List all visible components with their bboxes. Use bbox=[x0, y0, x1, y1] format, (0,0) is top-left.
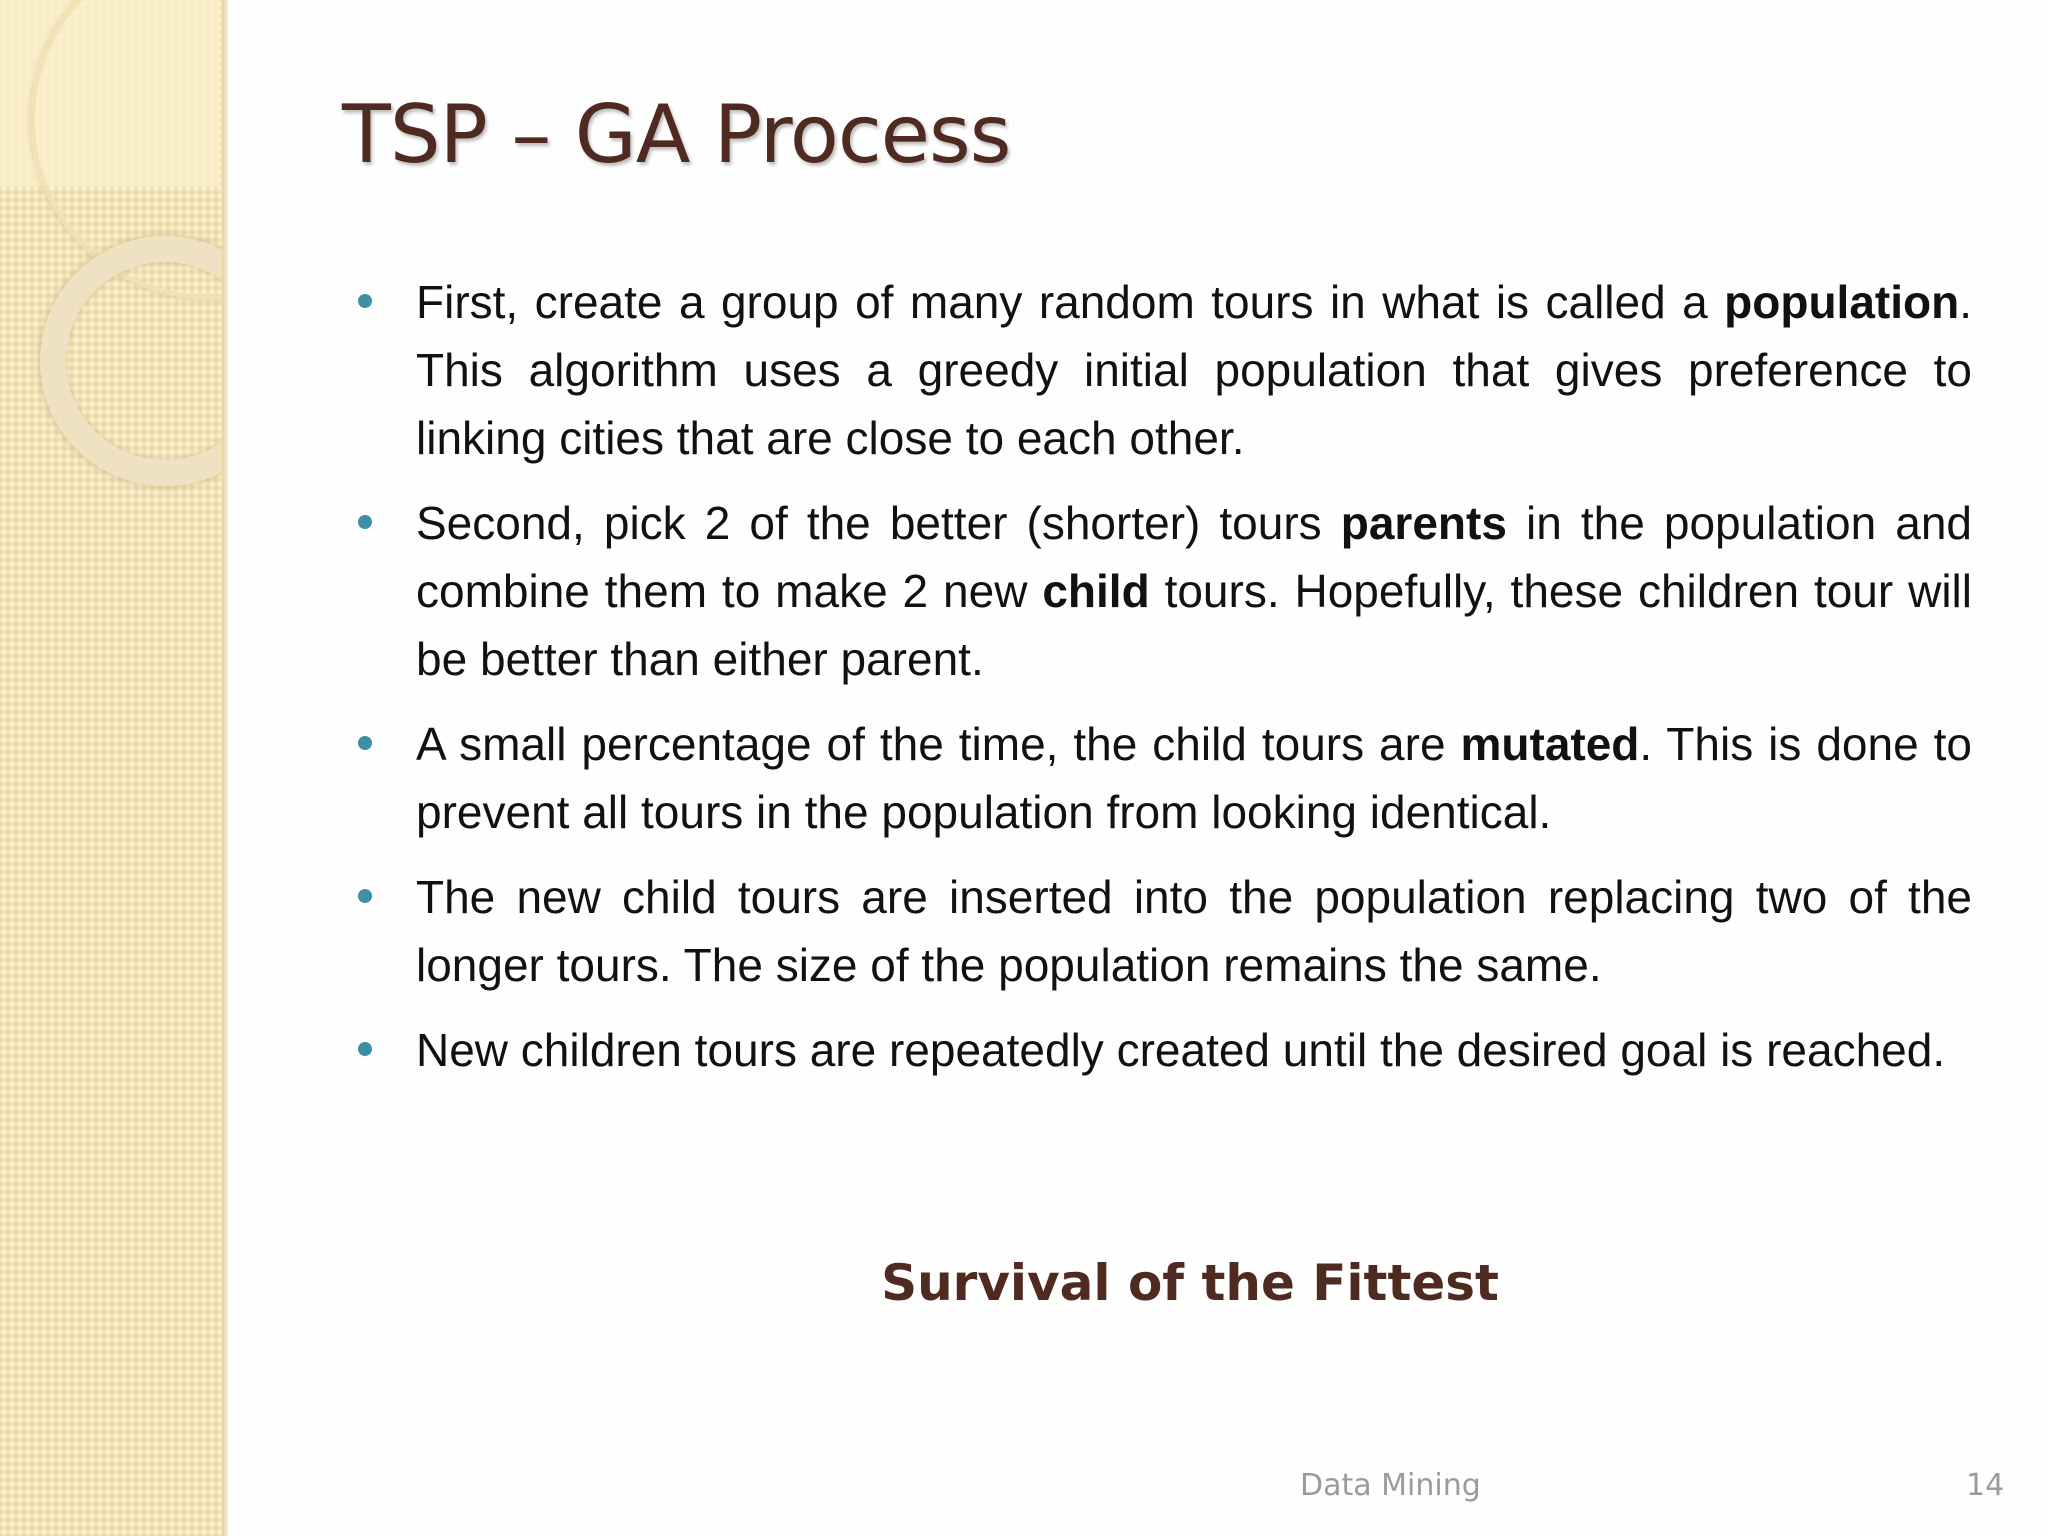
bullet-list bbox=[352, 268, 1972, 1084]
bullet-item bbox=[352, 1016, 1972, 1084]
bullet-item bbox=[352, 489, 1972, 693]
footer-label: Data Mining bbox=[1300, 1468, 1481, 1503]
bullet-text: The new child tours are inserted into the population replacing two of the longer tours. The size of the population remains the same. bbox=[416, 871, 1972, 991]
bullet-text: tours. Hopefully, these children tour will be better than either parent. bbox=[416, 565, 1972, 685]
bullet-text: in the population and combine them to make 2 new bbox=[416, 497, 1972, 617]
bullet-text: A small percentage of the time, the child tours are bbox=[416, 718, 1461, 770]
bullet-text: Second, pick 2 of the better (shorter) tours bbox=[416, 497, 1341, 549]
bullet-dot-icon bbox=[358, 736, 372, 750]
bullet-dot-icon bbox=[358, 1042, 372, 1056]
bullet-text: First, create a group of many random tours in what is called a bbox=[416, 276, 1725, 328]
page-number: 14 bbox=[1966, 1468, 2005, 1503]
bullet-item bbox=[352, 710, 1972, 846]
decorative-ring-small bbox=[40, 236, 228, 486]
slide-content bbox=[352, 268, 1972, 1101]
slide-title: TSP – GA Process bbox=[342, 88, 1011, 181]
bullet-item bbox=[352, 863, 1972, 999]
bullet-keyword: mutated bbox=[1460, 718, 1640, 770]
bullet-dot-icon bbox=[358, 515, 372, 529]
bullet-dot-icon bbox=[358, 889, 372, 903]
tagline bbox=[0, 1254, 2048, 1312]
bullet-keyword: population bbox=[1724, 276, 1960, 328]
bullet-text: . This algorithm uses a greedy initial population that gives preference to linking cities that are close to each other. bbox=[416, 276, 1972, 464]
bullet-text: . This is done to prevent all tours in the population from looking identical. bbox=[416, 718, 1972, 838]
bullet-dot-icon bbox=[358, 294, 372, 308]
bullet-text: New children tours are repeatedly created until the desired goal is reached. bbox=[416, 1024, 1946, 1076]
bullet-item bbox=[352, 268, 1972, 472]
tagline-text: Survival of the Fittest bbox=[881, 1254, 1499, 1312]
bullet-keyword: parents bbox=[1340, 497, 1507, 549]
bullet-keyword: child bbox=[1042, 565, 1150, 617]
